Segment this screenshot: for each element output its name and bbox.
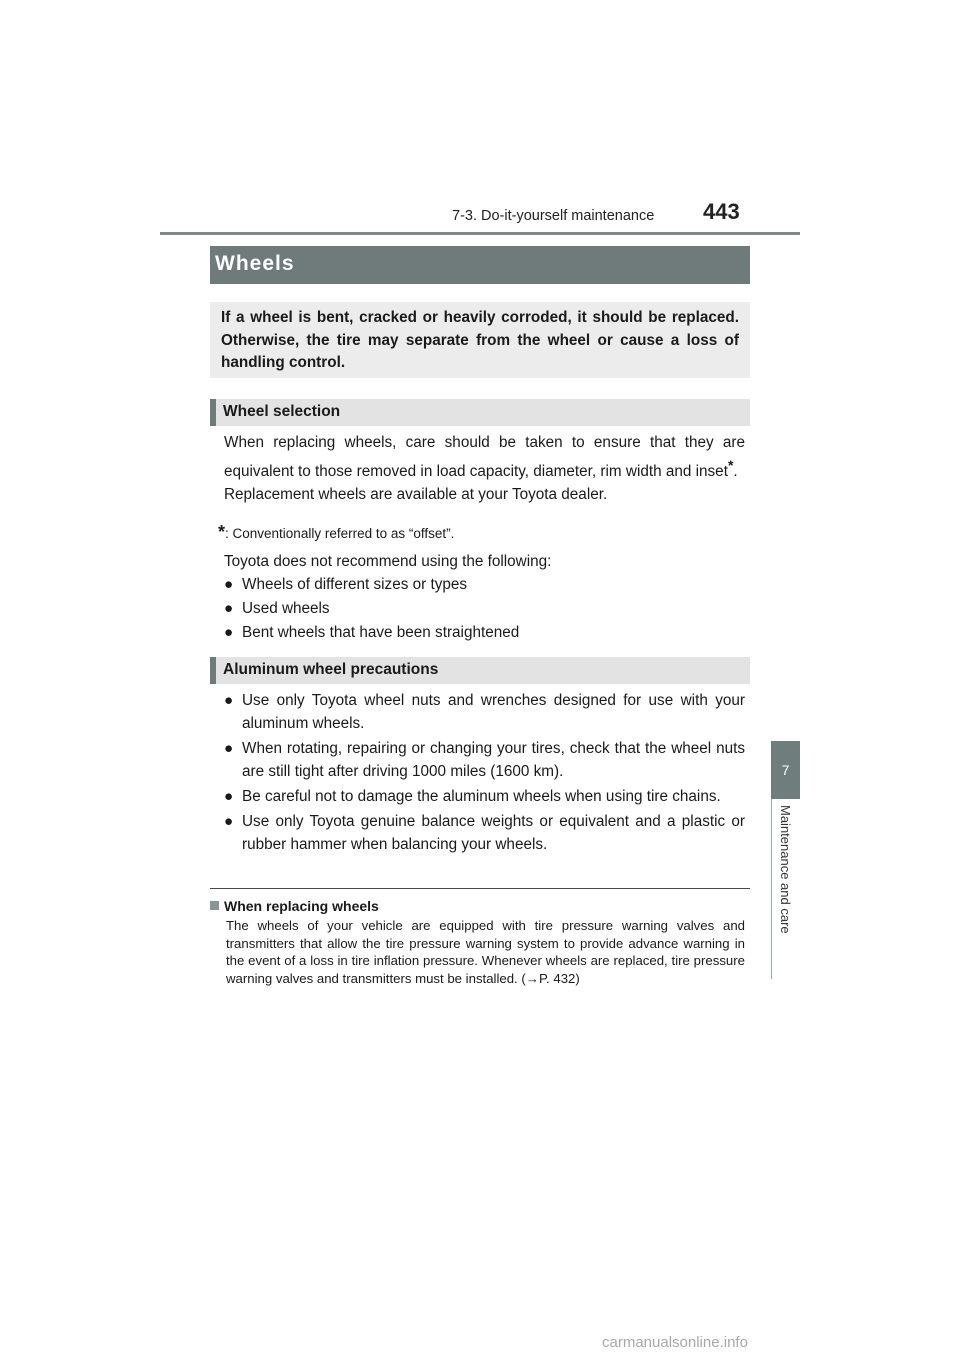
chapter-tab-number: 7 bbox=[771, 741, 800, 799]
note-title-text: When replacing wheels bbox=[224, 898, 379, 914]
wheel-selection-para1 bbox=[224, 431, 745, 483]
list-item bbox=[224, 737, 745, 783]
para1-end: . bbox=[733, 463, 738, 480]
header-divider bbox=[160, 232, 800, 235]
wheel-selection-body bbox=[224, 431, 745, 506]
page-number: 443 bbox=[703, 199, 740, 224]
list-intro: Toyota does not recommend using the following: bbox=[224, 553, 552, 570]
list-item-text: Use only Toyota genuine balance weights or equivalent and a plastic or rubber hammer when balancing your wheels. bbox=[242, 813, 745, 853]
note-title bbox=[210, 898, 379, 914]
watermark: carmanualsonline.info bbox=[602, 1334, 748, 1351]
heading-aluminum-precautions: Aluminum wheel precautions bbox=[210, 657, 750, 684]
bullet-icon: ● bbox=[224, 813, 234, 830]
bullet-icon: ● bbox=[224, 576, 234, 593]
list-item-text: When rotating, repairing or changing your tires, check that the wheel nuts are still tight after driving 1000 miles (1600 km). bbox=[242, 740, 745, 780]
footnote-mark: * bbox=[218, 522, 226, 542]
para1-text: When replacing wheels, care should be taken to ensure that they are equivalent to those removed in load capacity, diameter, rim width and inset bbox=[224, 434, 745, 480]
list-item-text: Be careful not to damage the aluminum wheels when using tire chains. bbox=[242, 788, 721, 805]
not-recommended-list bbox=[224, 573, 745, 644]
wheel-selection-para2: Replacement wheels are available at your Toyota dealer. bbox=[224, 486, 608, 503]
list-item bbox=[224, 810, 745, 856]
list-item bbox=[224, 689, 745, 735]
note-body: The wheels of your vehicle are equipped with tire pressure warning valves and transmitters that allow the tire pressure warning system to provide advance warning in the event of a loss in tire inflation pressure. Whenever wheels are replaced, tire pressure warning valves and transmitters must be installed. (→P. 432) bbox=[226, 918, 745, 986]
list-item-text: Used wheels bbox=[242, 600, 330, 617]
footnote-text: : Conventionally referred to as “offset”. bbox=[225, 526, 455, 541]
bullet-icon: ● bbox=[224, 624, 234, 641]
list-item-text: Bent wheels that have been straightened bbox=[242, 624, 520, 641]
square-bullet-icon bbox=[210, 901, 219, 910]
bullet-icon: ● bbox=[224, 600, 234, 617]
list-item-text: Wheels of different sizes or types bbox=[242, 576, 468, 593]
list-item-text: Use only Toyota wheel nuts and wrenches designed for use with your aluminum wheels. bbox=[242, 692, 745, 732]
note-divider bbox=[210, 888, 750, 889]
footnote bbox=[218, 522, 454, 543]
bullet-icon: ● bbox=[224, 692, 234, 709]
page-title: Wheels bbox=[210, 246, 750, 284]
list-item bbox=[224, 785, 745, 808]
intro-box: If a wheel is bent, cracked or heavily corroded, it should be replaced. Otherwise, the tire may separate from the wheel or cause a loss of handling control. bbox=[210, 302, 750, 378]
aluminum-precautions-list bbox=[224, 689, 745, 856]
list-item bbox=[224, 621, 745, 644]
heading-wheel-selection: Wheel selection bbox=[210, 399, 750, 426]
header-section-title: 7-3. Do-it-yourself maintenance bbox=[452, 208, 655, 224]
bullet-icon: ● bbox=[224, 788, 234, 805]
asterisk-mark: * bbox=[727, 457, 734, 473]
bullet-icon: ● bbox=[224, 740, 234, 757]
chapter-tab-label: Maintenance and care bbox=[778, 805, 793, 934]
list-item bbox=[224, 597, 745, 620]
list-item bbox=[224, 573, 745, 596]
